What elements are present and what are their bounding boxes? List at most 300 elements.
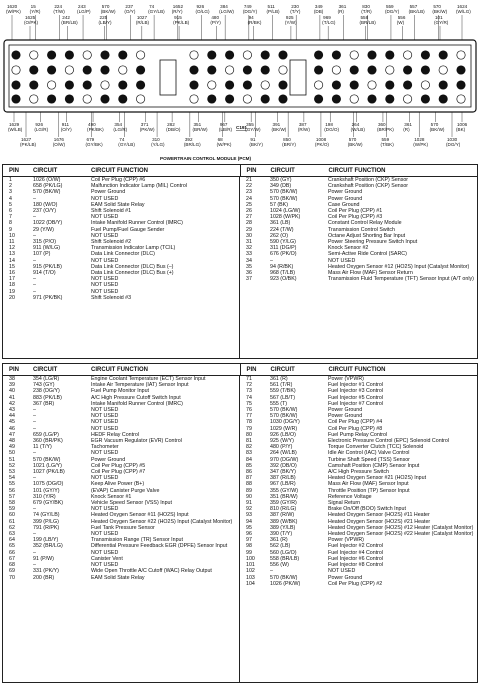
connector-pin — [208, 66, 216, 74]
circuit-cell: – — [33, 450, 36, 457]
circuit-cell: 1028 (W/PK) — [270, 214, 301, 221]
function-cell: Shift Solenoid #2 — [91, 239, 132, 246]
connector-pin — [279, 95, 287, 103]
circuit-cell: 94 (R/BK) — [270, 263, 294, 270]
pin-cell: 25 — [246, 201, 252, 208]
wire-code-label: 361 — [338, 4, 347, 9]
connector-pin — [243, 51, 251, 59]
wire-color-label: (W) — [396, 20, 405, 25]
connector-pin — [119, 95, 127, 103]
pin-cell: 92 — [246, 506, 252, 513]
function-cell: NOT USED — [91, 257, 119, 264]
connector-pin — [403, 81, 411, 89]
pin-cell: 104 — [246, 580, 255, 587]
function-cell: Semi-Active Ride Control (SARC) — [328, 251, 407, 258]
connector-pin — [83, 51, 91, 59]
wire-code-label: 1006 — [457, 122, 468, 127]
wire-code-label: 349 — [314, 4, 323, 9]
pin-cell: 72 — [246, 382, 252, 389]
circuit-cell: 311 (DG/P) — [270, 245, 297, 252]
pin-cell: 49 — [9, 444, 15, 451]
connector-pin — [65, 51, 73, 59]
circuit-cell: 971 (PK/BK) — [33, 294, 63, 301]
pin-cell: 37 — [246, 276, 252, 283]
circuit-cell: 262 (O) — [270, 232, 288, 239]
pin-cell: 95 — [246, 524, 252, 531]
wire-color-label: (LG/W) — [219, 9, 234, 14]
circuit-cell: 367 (BR) — [33, 400, 55, 407]
function-cell: Power (VPWR) — [328, 537, 364, 544]
function-cell: Coil Per Plug (CPP) #4 — [328, 419, 383, 426]
wire-code-label: 1620 — [7, 4, 18, 9]
connector-pin — [190, 95, 198, 103]
header-function: CIRCUIT FUNCTION — [91, 167, 148, 174]
wire-code-label: 926 — [196, 4, 205, 9]
pin-cell: 91 — [246, 500, 252, 507]
pin-cell: 40 — [9, 388, 15, 395]
connector-pin — [386, 81, 394, 89]
circuit-cell: 570 (BK/W) — [270, 407, 298, 414]
function-cell: Transmission Fluid Temperature (TFT) Sensor Input (A/T only) — [328, 276, 474, 283]
circuit-cell: 558 (BR/LB) — [270, 555, 300, 562]
function-cell: NOT USED — [91, 549, 119, 556]
circuit-cell: – — [33, 475, 36, 482]
circuit-cell: – — [33, 419, 36, 426]
function-cell: NOT USED — [91, 419, 119, 426]
circuit-cell: 810 (R/LG) — [270, 506, 297, 513]
pin-cell: 41 — [9, 394, 15, 401]
circuit-cell: 562 (LB) — [270, 543, 291, 550]
circuit-cell: 967 (LB/R) — [270, 481, 296, 488]
function-cell: Coil Per Plug (CPP) #6 — [91, 177, 146, 183]
wire-code-label: 490 — [88, 122, 96, 127]
wire-color-label: (R/Y) — [171, 9, 183, 14]
pin-cell: 7 — [9, 214, 12, 221]
circuit-cell: 389 (Y/LB) — [270, 524, 296, 531]
circuit-cell: 355 (GY/W) — [270, 487, 298, 494]
pin-cell: 82 — [246, 444, 252, 451]
wire-color-label: (R/LB) — [135, 20, 150, 25]
circuit-cell: 1027 (PK/LB) — [33, 469, 65, 476]
wire-color-label: (DB) — [313, 9, 324, 14]
circuit-cell: 1021 (LG/Y) — [33, 462, 62, 469]
function-cell: NOT USED — [91, 475, 119, 482]
circuit-cell: 1030 (DG/Y) — [270, 419, 300, 426]
connector-pin — [12, 81, 20, 89]
circuit-cell: – — [33, 276, 36, 283]
connector-pin — [261, 66, 269, 74]
connector-pin — [190, 51, 198, 59]
pin-cell: 88 — [246, 481, 252, 488]
pin-cell: 55 — [9, 481, 15, 488]
circuit-cell: 676 (PK/O) — [270, 251, 297, 258]
wire-code-label: 387 — [298, 122, 307, 127]
wire-color-label: (BK/W) — [100, 9, 116, 14]
circuit-cell: 743 (GY) — [33, 382, 55, 389]
function-cell: NOT USED — [91, 413, 119, 420]
function-cell: Heated Oxygen Sensor (HO2S) #22 Heater (Catalyst Monitor) — [328, 531, 474, 538]
wire-code-label: 749 — [243, 4, 252, 9]
circuit-cell: 570 (BK/W) — [270, 189, 298, 196]
pin-cell: 81 — [246, 438, 252, 445]
pin-cell: 3 — [9, 189, 12, 196]
wire-color-label: (PK/LB) — [20, 142, 37, 147]
function-cell: NOT USED — [91, 232, 119, 239]
pin-cell: 36 — [246, 270, 252, 277]
circuit-cell: 567 (LB/T) — [270, 394, 296, 401]
connector-pin — [83, 81, 91, 89]
pin-cell: 56 — [9, 487, 15, 494]
function-cell: Engine Coolant Temperature (ECT) Sensor Input — [91, 376, 206, 382]
function-cell: Brake On/Off (BOO) Switch Input — [328, 506, 406, 513]
wire-code-label: 264 — [351, 122, 360, 127]
wire-code-label: 242 — [62, 15, 70, 20]
wire-color-label: (O/Y) — [60, 127, 72, 132]
function-cell: Mass Air Flow (MAF) Sensor Input — [328, 481, 409, 488]
connector-pin — [439, 95, 447, 103]
wire-color-label: (GY/R) — [434, 20, 449, 25]
pin-cell: 28 — [246, 220, 252, 227]
wire-code-label: 570 — [430, 122, 439, 127]
wire-color-label: (DG/Y) — [242, 9, 258, 14]
wire-color-label: (GY/LB) — [118, 142, 135, 147]
function-cell: Keep Alive Power (B+) — [91, 481, 145, 488]
wire-code-label: 1027 — [136, 15, 148, 20]
circuit-cell: 315 (P/O) — [33, 239, 56, 246]
wire-code-label: 679 — [86, 137, 95, 142]
function-cell: Coil Per Plug (CPP) #5 — [91, 462, 146, 469]
wire-color-label: (P/LB) — [266, 9, 280, 14]
function-cell: Transmission Control Switch — [328, 226, 395, 233]
connector-pin — [47, 66, 55, 74]
function-cell: Coil Per Plug (CPP) #3 — [328, 214, 383, 221]
function-cell: EAM Solid State Relay — [91, 201, 145, 208]
function-cell: Fuel Injector #7 Control — [328, 400, 384, 407]
function-cell: Data Link Connector (DLC) Bus (+) — [91, 270, 174, 277]
pin-cell: 61 — [9, 518, 15, 525]
table-row — [240, 581, 477, 587]
function-cell: Power (VPWR) — [328, 376, 364, 382]
connector-pin — [65, 66, 73, 74]
circuit-cell: 349 (DB) — [270, 183, 292, 190]
connector-pin — [261, 81, 269, 89]
function-cell: Intake Air Temperature (IAT) Sensor Input — [91, 382, 189, 389]
wire-code-label: 94 — [248, 15, 254, 20]
function-cell: Heated Oxygen Sensor #21 (HO2S) Input — [328, 475, 427, 482]
wire-color-label: (BR/W) — [192, 127, 208, 132]
circuit-cell: 555 (T) — [270, 400, 288, 407]
connector-pin — [83, 95, 91, 103]
wire-color-label: (GY/BK) — [85, 142, 103, 147]
pin-cell: 102 — [246, 568, 255, 575]
pin-cell: 51 — [9, 456, 15, 463]
circuit-cell: 199 (LB/Y) — [33, 537, 59, 544]
pin-cell: 50 — [9, 450, 15, 457]
function-cell: Crankshaft Position (CKP) Sensor — [328, 183, 409, 190]
function-cell: Tachometer — [91, 444, 119, 451]
pin-cell: 13 — [9, 251, 15, 258]
wire-color-label: (DB/O) — [166, 127, 181, 132]
connector-pin — [421, 81, 429, 89]
pin-cell: 12 — [9, 245, 15, 252]
connector-pin — [136, 66, 144, 74]
pin-cell: 60 — [9, 512, 15, 519]
function-cell: Fuel Injector #6 Control — [328, 555, 384, 562]
pin-cell: 42 — [9, 400, 15, 407]
wire-code-label: 91 — [250, 137, 256, 142]
wire-code-label: 558 — [360, 15, 369, 20]
circuit-cell: 238 (DG/Y) — [33, 388, 60, 395]
pin-cell: 59 — [9, 506, 15, 513]
connector-pin — [243, 95, 251, 103]
circuit-cell: 57 (BK) — [270, 201, 288, 208]
pin-cell: 26 — [246, 208, 252, 215]
wire-code-label: 282 — [167, 122, 175, 127]
function-cell: Heated Oxygen Sensor (HO2S) #11 Heater — [328, 512, 430, 519]
circuit-cell: 200 (BR) — [33, 574, 55, 581]
connector-pin — [279, 51, 287, 59]
circuit-cell: – — [33, 282, 36, 289]
wire-color-label: (LB/Y) — [98, 20, 112, 25]
circuit-cell: 570 (BK/W) — [33, 456, 61, 463]
function-cell: Octane Adjust Shorting Bar Input — [328, 232, 406, 239]
wire-color-label: (BK/LB) — [408, 9, 425, 14]
function-cell: Power Ground — [91, 189, 126, 196]
connector-pin — [208, 95, 216, 103]
wire-color-label: (O/Y) — [124, 9, 136, 14]
function-cell: Transmission Indicator Lamp (TCIL) — [91, 245, 176, 252]
wire-code-label: 360 — [377, 122, 386, 127]
circuit-cell: – — [33, 214, 36, 221]
function-cell: Crankshaft Position (CKP) Sensor — [328, 177, 409, 183]
wire-code-label: 198 — [325, 122, 333, 127]
function-cell: Fuel Injector #8 Control — [328, 562, 384, 569]
wire-code-label: 1624 — [457, 4, 468, 9]
pin-cell: 80 — [246, 431, 252, 438]
wire-code-label: 391 — [272, 122, 281, 127]
circuit-cell: 180 (W/O) — [33, 201, 58, 208]
wire-color-label: (LG/R) — [34, 127, 49, 132]
table2-left-column — [3, 376, 240, 683]
circuit-cell: – — [33, 407, 36, 414]
pin-cell: 94 — [246, 518, 252, 525]
wire-color-label: (W/LB) — [8, 127, 23, 132]
connector-pin — [47, 81, 55, 89]
wire-code-label: 101 — [435, 15, 443, 20]
circuit-cell: 361 (R) — [270, 376, 288, 382]
pin-cell: 77 — [246, 413, 252, 420]
wire-color-label: (LG/R) — [113, 127, 128, 132]
connector-pin — [386, 51, 394, 59]
pin-cell: 44 — [9, 413, 15, 420]
circuit-cell: 559 (T/BK) — [270, 388, 296, 395]
connector-pin — [136, 81, 144, 89]
pin-table-1 — [2, 164, 478, 359]
circuit-cell: 570 (BK/W) — [33, 189, 61, 196]
wire-color-label: (R) — [403, 127, 410, 132]
pin-cell: 20 — [9, 294, 15, 301]
function-cell: Heated Oxygen Sensor (HO2S) #21 Heater — [328, 518, 431, 525]
wire-color-label: (T/LG) — [322, 20, 336, 25]
header-function: CIRCUIT FUNCTION — [328, 366, 386, 373]
pin-cell: 8 — [9, 220, 12, 227]
pin-cell: 54 — [9, 475, 15, 482]
pin-cell: 78 — [246, 419, 252, 426]
function-cell: NOT USED — [328, 257, 356, 264]
connector-pin — [350, 81, 358, 89]
pin-cell: 17 — [9, 276, 15, 283]
function-cell: Fuel Pump/Fuel Gauge Sender — [91, 226, 165, 233]
pin-cell: 101 — [246, 562, 255, 569]
wire-code-label: 1652 — [172, 4, 184, 9]
wire-code-label: 850 — [283, 137, 291, 142]
wire-color-label: (BK) — [456, 127, 466, 132]
circuit-cell: – — [33, 232, 36, 239]
circuit-cell: 925 (W/Y) — [270, 438, 294, 445]
circuit-cell: 658 (PK/LG) — [33, 183, 63, 190]
wire-code-label: 570 — [348, 137, 357, 142]
connector-pin — [403, 66, 411, 74]
wire-code-label: 384 — [220, 4, 228, 9]
wire-code-label: 1627 — [21, 137, 32, 142]
connector-pin — [403, 95, 411, 103]
pin-cell: 67 — [9, 555, 15, 562]
pin-cell: 83 — [246, 450, 252, 457]
connector-pin — [30, 51, 38, 59]
wire-code-label: 556 — [397, 15, 406, 20]
connector-pin — [386, 66, 394, 74]
connector-pin — [314, 95, 322, 103]
pin-cell: 32 — [246, 245, 252, 252]
function-cell: Transmission Range (TR) Sensor Input — [91, 537, 183, 544]
circuit-cell: 1075 (DG/O) — [33, 481, 64, 488]
connector-pin — [332, 95, 340, 103]
pin-cell: 29 — [246, 226, 252, 233]
connector-pin — [457, 66, 465, 74]
circuit-cell: – — [270, 257, 273, 264]
circuit-cell: 679 (GY/BK) — [33, 500, 64, 507]
connector-pin — [243, 66, 251, 74]
pin-cell: 19 — [9, 288, 15, 295]
connector-pin — [65, 95, 73, 103]
pcm-connector-diagram — [0, 0, 480, 163]
connector-pin — [350, 66, 358, 74]
wire-code-label: 355 — [246, 122, 254, 127]
connector-pin — [332, 66, 340, 74]
function-cell: Heated Oxygen Sensor #12 (HO2S) Input (Catalyst Monitor) — [328, 263, 470, 270]
wire-code-label: 1028 — [414, 137, 425, 142]
function-cell: NOT USED — [91, 450, 119, 457]
function-cell: NOT USED — [91, 562, 119, 569]
table1-right-column — [240, 177, 477, 359]
wire-color-label: (PK/BK) — [87, 127, 104, 132]
pin-cell: 48 — [9, 438, 15, 445]
connector-pin — [403, 51, 411, 59]
wire-code-label: 557 — [409, 4, 418, 9]
top-wire-labels — [6, 4, 471, 40]
connector-pin — [332, 81, 340, 89]
wire-code-label: 74 — [149, 4, 155, 9]
function-cell: Camshaft Position (CMP) Sensor Input — [328, 462, 420, 469]
connector-pin — [208, 81, 216, 89]
function-cell: Case Ground — [328, 201, 360, 208]
connector-pin — [421, 51, 429, 59]
pin-table-2 — [2, 363, 478, 683]
wire-code-label: 559 — [385, 4, 394, 9]
wire-color-label: (BR/LB) — [61, 20, 78, 25]
pin-cell: 6 — [9, 208, 12, 215]
function-cell: NOT USED — [91, 282, 119, 289]
connector-pin — [101, 81, 109, 89]
pin-cell: 96 — [246, 531, 252, 538]
function-cell: HEDF Relay Control — [91, 431, 139, 438]
wire-color-label: (PK/W) — [139, 127, 155, 132]
pin-cell: 74 — [246, 394, 252, 401]
function-cell: Turbine Shaft Speed (TSS) Sensor — [328, 456, 410, 463]
wire-color-label: (W/LG) — [456, 9, 471, 14]
circuit-cell: 360 (BR/PK) — [33, 438, 63, 445]
wire-color-label: (BR/Y) — [282, 142, 296, 147]
wire-color-label: (GY/W) — [245, 127, 261, 132]
connector-pin — [12, 95, 20, 103]
pin-cell: 1 — [9, 177, 12, 183]
wire-color-label: (GY/LB) — [148, 9, 165, 14]
pin-cell: 85 — [246, 462, 252, 469]
circuit-cell: 389 (W/BK) — [270, 518, 298, 525]
wire-color-label: (BR/PK) — [376, 127, 394, 132]
connector-pin — [12, 66, 20, 74]
connector-pin — [83, 66, 91, 74]
pin-cell: 87 — [246, 475, 252, 482]
pin-cell: 70 — [9, 574, 15, 581]
wire-code-label: 1030 — [447, 137, 458, 142]
function-cell: NOT USED — [91, 506, 119, 513]
connector-pin — [30, 95, 38, 103]
function-cell: Torque Converter Clutch (TCC) Solenoid — [328, 444, 424, 451]
circuit-cell: 968 (T/LB) — [270, 270, 296, 277]
pin-cell: 52 — [9, 462, 15, 469]
circuit-cell: 347 (BK/Y) — [270, 469, 296, 476]
function-cell: Fuel Pump Relay Control — [328, 431, 388, 438]
wire-color-label: (BK/W) — [347, 142, 363, 147]
pin-cell: 69 — [9, 568, 15, 575]
pin-cell: 57 — [9, 493, 15, 500]
circuit-cell: – — [33, 549, 36, 556]
function-cell: A/C High Pressure Cutoff Switch Input — [91, 394, 181, 401]
connector-pin — [279, 66, 287, 74]
connector-pin — [350, 95, 358, 103]
pin-cell: 27 — [246, 214, 252, 221]
circuit-cell: 224 (T/W) — [270, 226, 294, 233]
circuit-cell: 361 (LB) — [270, 220, 291, 227]
connector-pin — [350, 51, 358, 59]
function-cell: Coil Per Plug (CPP) #7 — [91, 469, 146, 476]
function-cell: Heated Oxygen Sensor (HO2S) #12 Heater (Catalyst Monitor) — [328, 524, 474, 531]
circuit-cell: 926 (LB/O) — [270, 431, 296, 438]
circuit-cell: – — [33, 195, 36, 202]
wire-color-label: (DG/Y) — [384, 9, 400, 14]
wire-code-label: 1676 — [53, 137, 65, 142]
connector-pin — [225, 66, 233, 74]
connector-pin — [119, 81, 127, 89]
header-circuit: CIRCUIT — [33, 366, 58, 373]
pin-cell: 43 — [9, 407, 15, 414]
circuit-cell: 74 (GY/LB) — [33, 512, 60, 519]
connector-pin — [101, 66, 109, 74]
circuit-cell: 392 (DB/O) — [270, 462, 297, 469]
function-cell: Malfunction Indicator Lamp (MIL) Control — [91, 183, 187, 190]
connector-pin — [368, 81, 376, 89]
